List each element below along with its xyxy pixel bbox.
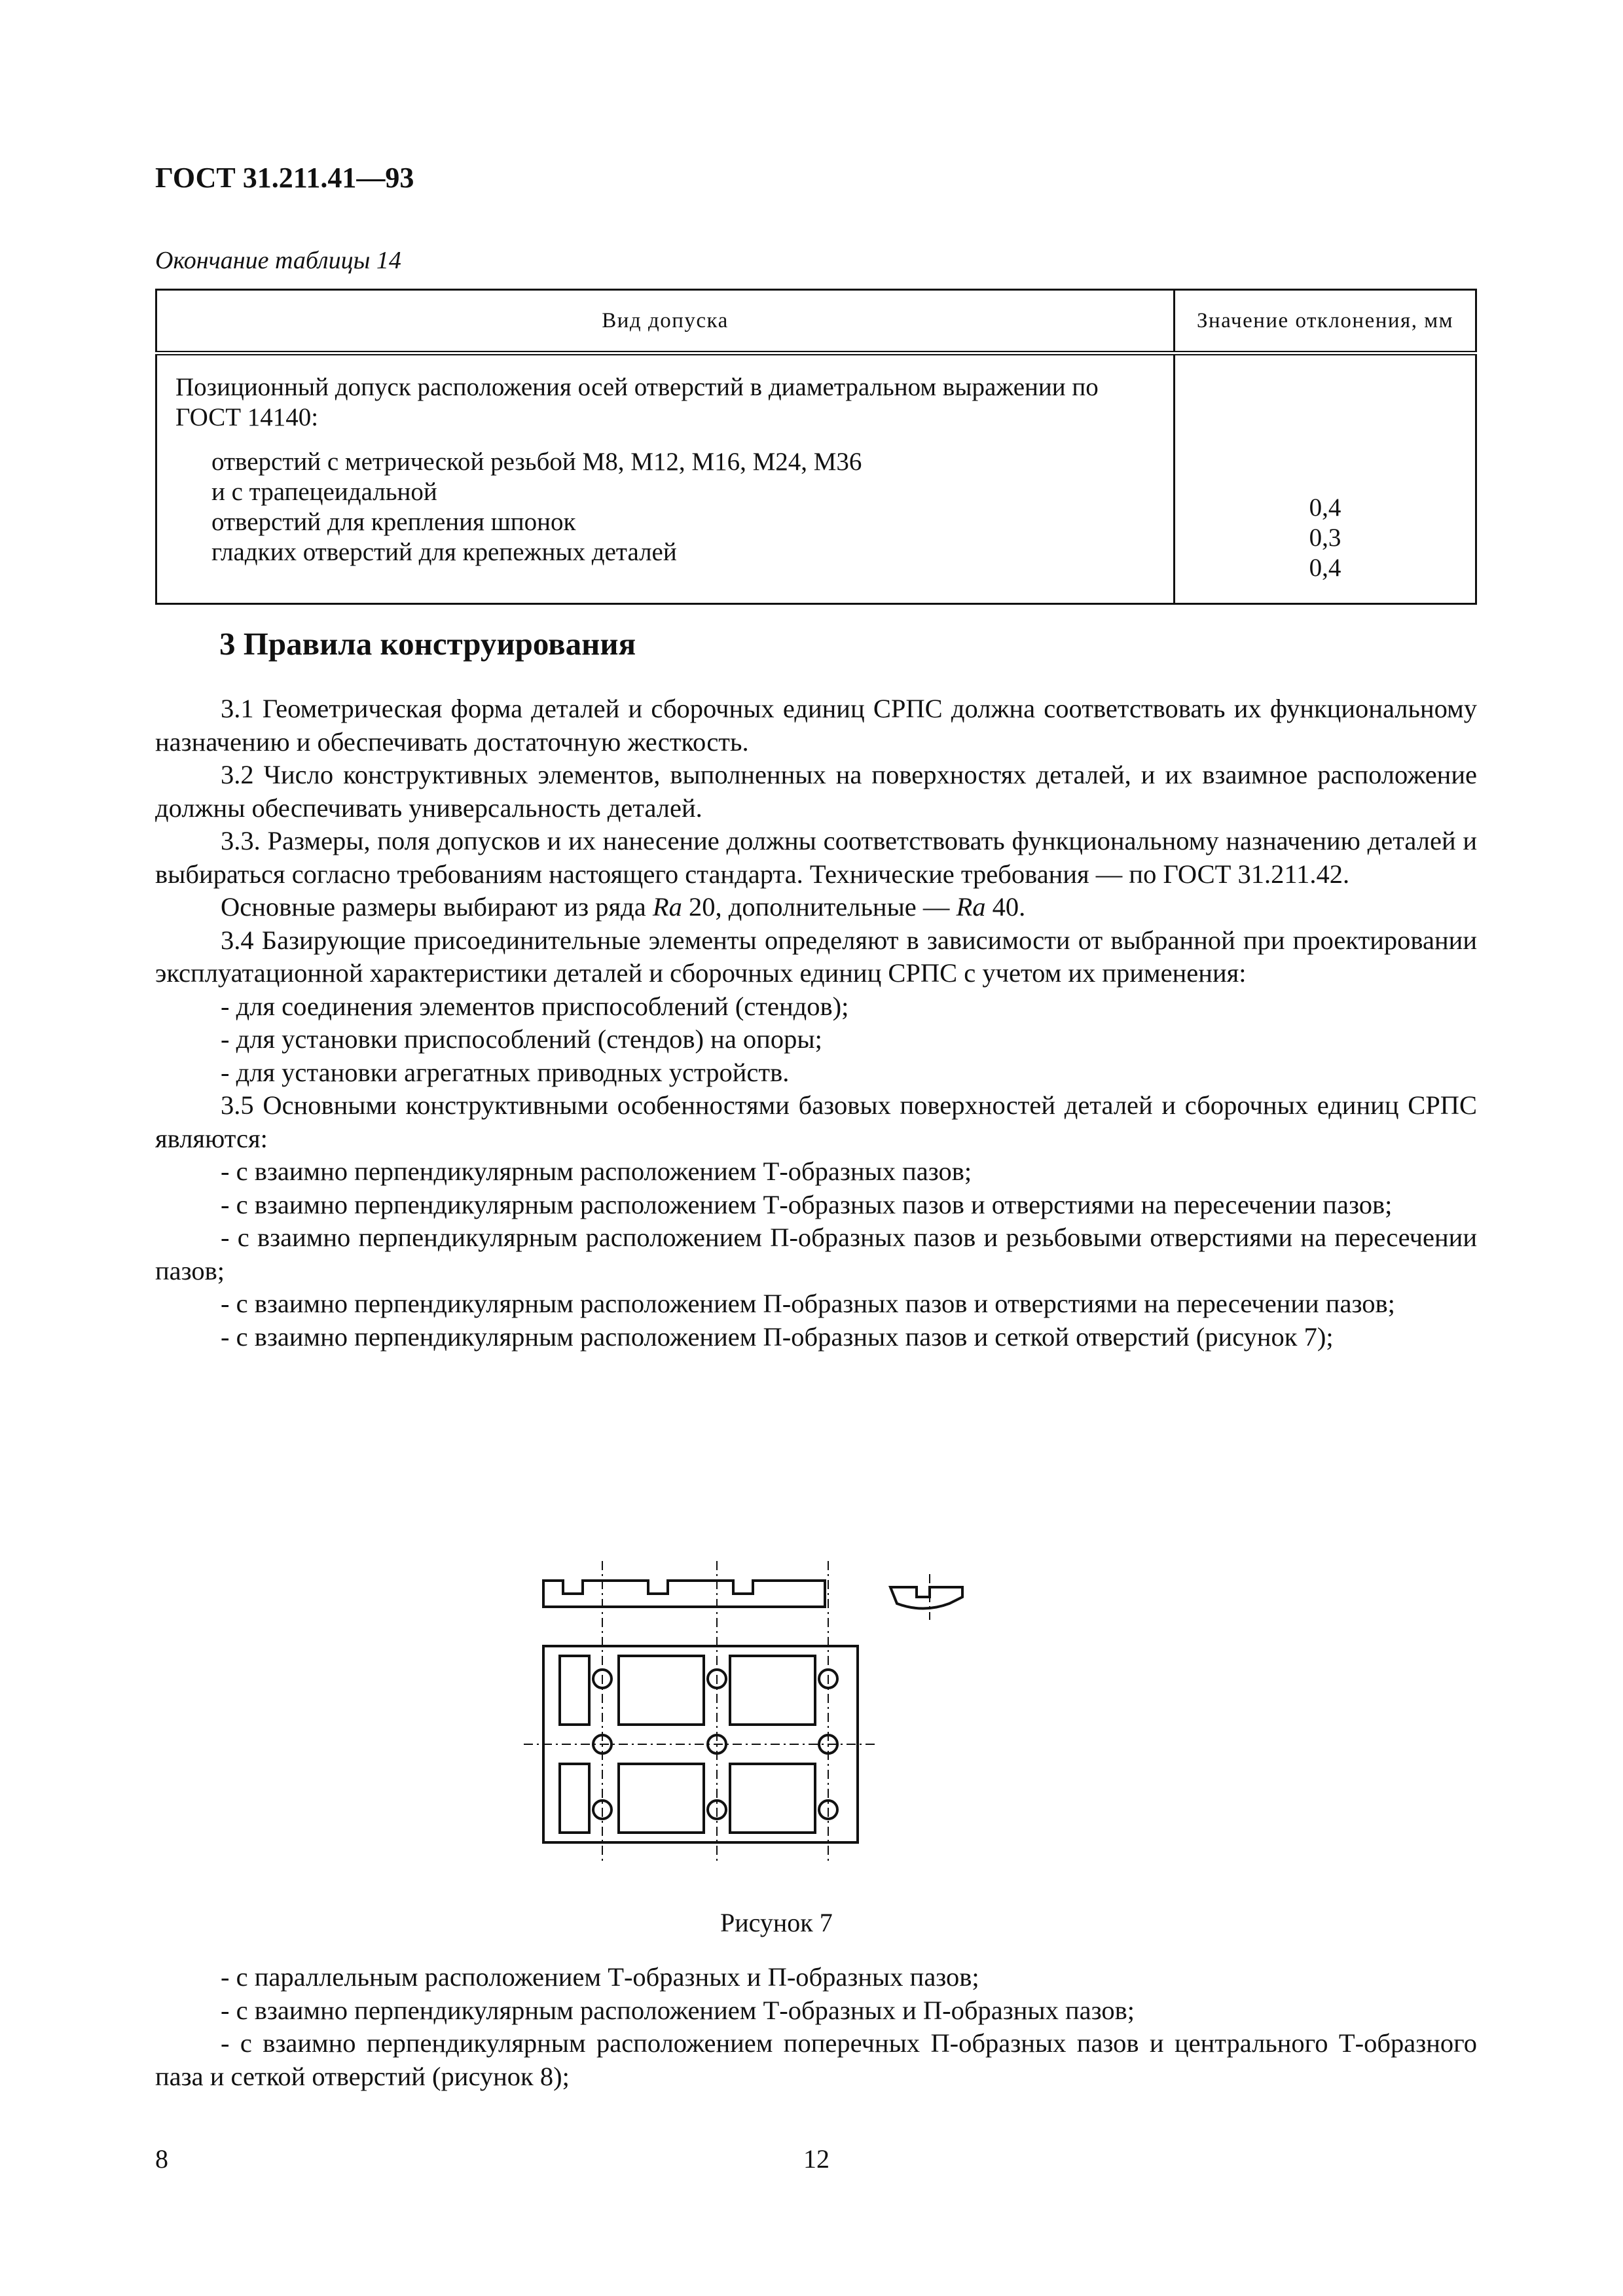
- paragraph: 3.4 Базирующие присоединительные элементы определяют в зависимости от выбранной при проектировании эксплуатационной характеристики деталей и сборочных единиц СРПС с учетом их применения:: [155, 925, 1477, 988]
- document-code: ГОСТ 31.211.41—93: [155, 162, 414, 194]
- deviation-values-cell: [1175, 353, 1476, 604]
- section-body: [155, 692, 1477, 1354]
- slot-plate-drawing: [511, 1548, 1034, 1888]
- deviation-value: 0,4: [1309, 493, 1341, 522]
- deviation-value: 0,3: [1309, 524, 1341, 552]
- page-number-center: 12: [803, 2144, 830, 2174]
- table-caption: Окончание таблицы 14: [155, 247, 401, 274]
- figure-caption: Рисунок 7: [720, 1908, 833, 1937]
- profile-section: [543, 1581, 825, 1607]
- list-item: - для установки агрегатных приводных устройств.: [221, 1057, 790, 1087]
- list-item: - для установки приспособлений (стендов) на опоры;: [221, 1024, 822, 1054]
- list-item: - для соединения элементов приспособлений (стендов);: [221, 991, 849, 1021]
- column-header-type: Вид допуска: [156, 290, 1175, 353]
- paragraph: 3.5 Основными конструктивными особенностями базовых поверхностей деталей и сборочных единиц СРПС являются:: [155, 1090, 1477, 1153]
- list-item: и с трапецеидальной: [211, 478, 437, 506]
- deviation-value: 0,4: [1309, 554, 1341, 582]
- list-item: отверстий для крепления шпонок: [211, 508, 576, 536]
- tolerance-intro: Позиционный допуск расположения осей отверстий в диаметральном выражении по ГОСТ 14140:: [175, 373, 1099, 431]
- list-item: - с взаимно перпендикулярным расположением Т-образных пазов и отверстиями на пересечении пазов;: [221, 1189, 1393, 1219]
- paragraph: 3.1 Геометрическая форма деталей и сборочных единиц СРПС должна соответствовать их функциональному назначению и обеспечивать достаточную жесткость.: [155, 694, 1477, 757]
- figure-7-drawing: [511, 1548, 1034, 1892]
- list-item: - с взаимно перпендикулярным расположением П-образных пазов и сеткой отверстий (рисунок 7);: [221, 1321, 1334, 1352]
- page-number-left: 8: [155, 2144, 168, 2174]
- list-item: - с взаимно перпендикулярным расположением П-образных пазов и отверстиями на пересечении пазов;: [221, 1289, 1395, 1318]
- ra-symbol: Ra: [956, 892, 986, 922]
- ra-symbol: Ra: [652, 892, 682, 922]
- section-title: 3 Правила конструирования: [219, 626, 636, 662]
- column-header-value: Значение отклонения, мм: [1175, 290, 1476, 353]
- paragraph-ra-series: Основные размеры выбирают из ряда Ra 20, дополнительные — Ra 40.: [221, 892, 1026, 922]
- list-item: - с взаимно перпендикулярным расположением Т-образных пазов;: [221, 1157, 972, 1186]
- paragraph: 3.2 Число конструктивных элементов, выполненных на поверхностях деталей, и их взаимное расположение должны обеспечивать универсальность деталей.: [155, 760, 1477, 823]
- t-slot-detail: [890, 1587, 962, 1609]
- list-item: гладких отверстий для крепежных деталей: [211, 538, 677, 566]
- list-item: - с взаимно перпендикулярным расположением П-образных пазов и резьбовыми отверстиями на пересечении пазов;: [155, 1223, 1477, 1285]
- list-item: - с параллельным расположением Т-образных и П-образных пазов;: [221, 1962, 979, 1992]
- paragraph: 3.3. Размеры, поля допусков и их нанесение должны соответствовать функциональному назначению деталей и выбираться согласно требованиям настоящего стандарта. Технические требования — по ГОСТ 31.211.42.: [155, 826, 1477, 889]
- table-row: [156, 353, 1476, 604]
- list-item: - с взаимно перпендикулярным расположением Т-образных и П-образных пазов;: [221, 1995, 1135, 2025]
- tolerance-description-cell: [156, 353, 1175, 604]
- tolerance-table: [155, 289, 1477, 605]
- list-item: - с взаимно перпендикулярным расположением поперечных П-образных пазов и центрального Т-образного паза и сеткой отверстий (рисунок 8);: [155, 2028, 1477, 2091]
- after-figure-list: [155, 1961, 1477, 2093]
- list-item: отверстий с метрической резьбой М8, М12, М16, М24, М36: [211, 448, 862, 476]
- table-header-row: [156, 290, 1476, 353]
